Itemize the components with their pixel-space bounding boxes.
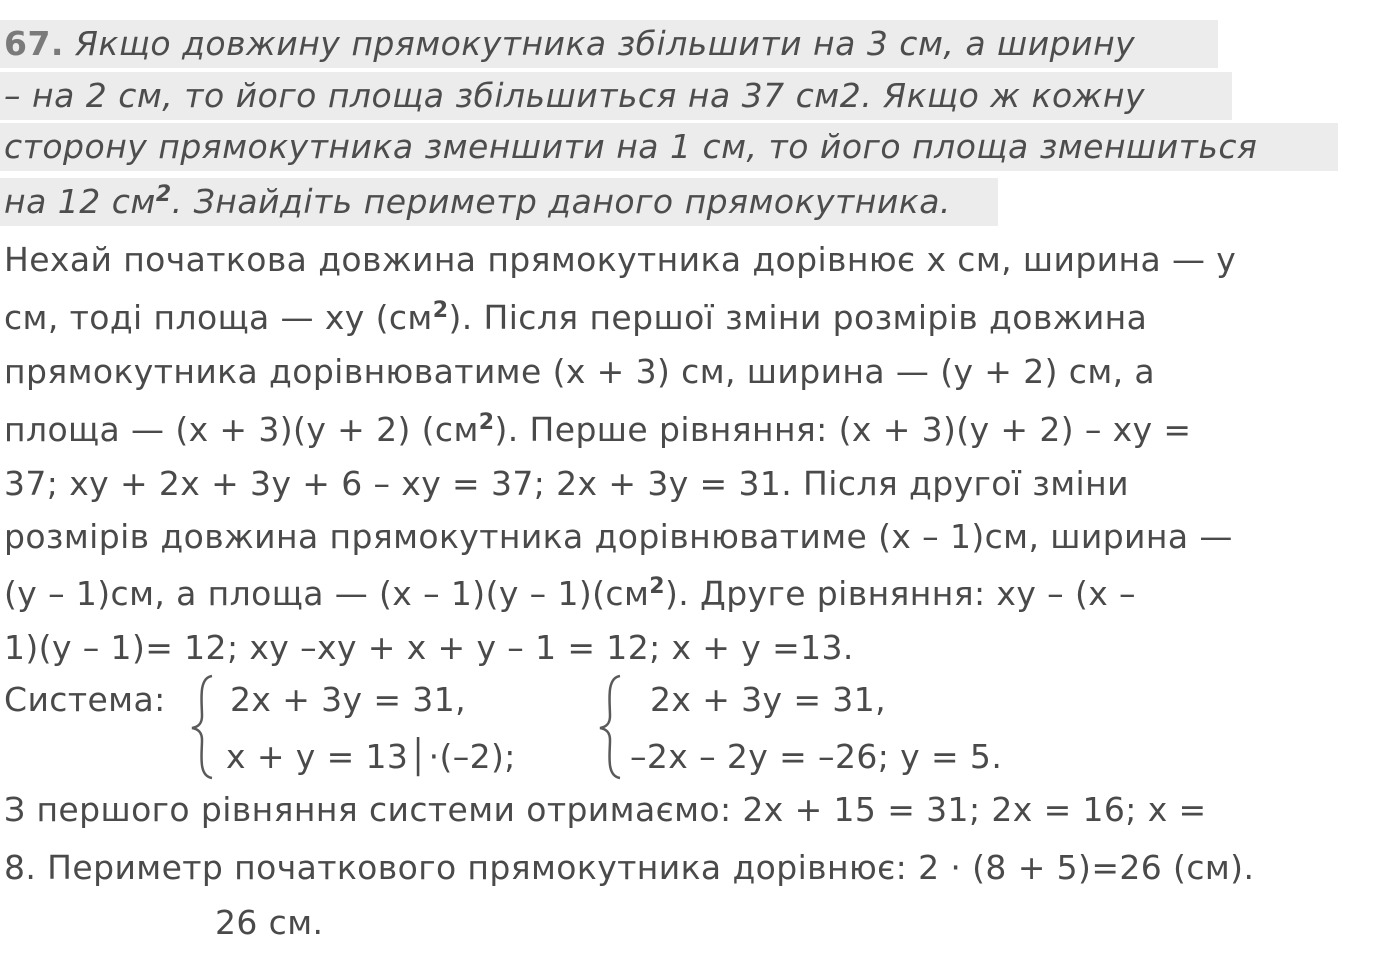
solution-line-7 xyxy=(4,574,1136,613)
solution-line-8 xyxy=(4,628,854,667)
brace-icon xyxy=(188,672,218,782)
solution-sup-7: 2 xyxy=(649,574,665,599)
solution-sup-4: 2 xyxy=(478,410,495,435)
problem-line-4 xyxy=(0,178,998,226)
problem-number: 67. xyxy=(4,24,64,63)
problem-line-3 xyxy=(0,123,1338,171)
solution-line-1 xyxy=(4,240,1236,279)
answer: 26 см. xyxy=(215,903,324,942)
solution-text-4b: ). Перше рівняння: (x + 3)(y + 2) – xy = xyxy=(494,410,1192,449)
system-2-brace xyxy=(596,672,626,790)
solution-line-9 xyxy=(4,790,1207,829)
system-1-eq-2: x + y = 13│·(–2); xyxy=(226,737,516,776)
solution-text-1: Нехай початкова довжина прямокутника дорівнює x см, ширина — y xyxy=(4,240,1237,279)
problem-text-4b: . Знайдіть периметр даного прямокутника. xyxy=(171,182,951,221)
system-1-eq-1: 2x + 3y = 31, xyxy=(230,680,466,719)
solution-line-4 xyxy=(4,410,1191,449)
solution-text-2b: ). Після першої зміни розмірів довжина xyxy=(448,298,1148,337)
solution-text-9: З першого рівняння системи отримаємо: 2x + 15 = 31; 2x = 16; x = xyxy=(4,790,1207,829)
problem-text-3: сторону прямокутника зменшити на 1 см, то його площа зменшиться xyxy=(4,127,1258,166)
problem-text-2: – на 2 см, то його площа збільшиться на 37 см2. Якщо ж кожну xyxy=(4,76,1145,115)
solution-line-3 xyxy=(4,352,1155,391)
solution-sup-2: 2 xyxy=(432,298,449,323)
solution-line-10 xyxy=(4,848,1254,887)
system-2-eq-2: –2x – 2y = –26; y = 5. xyxy=(630,737,1003,776)
system-label: Система: xyxy=(4,680,166,719)
problem-line-1 xyxy=(0,20,1218,68)
problem-text-4a: на 12 см xyxy=(4,182,156,221)
solution-text-6: розмірів довжина прямокутника дорівнюватиме (x – 1)см, ширина — xyxy=(4,517,1233,556)
solution-line-5 xyxy=(4,464,1129,503)
system-2-eq-1: 2x + 3y = 31, xyxy=(650,680,886,719)
solution-text-10: 8. Периметр початкового прямокутника дорівнює: 2 · (8 + 5)=26 (см). xyxy=(4,848,1255,887)
solution-text-4a: площа — (x + 3)(y + 2) (см xyxy=(4,410,479,449)
problem-sup-4: 2 xyxy=(155,182,172,207)
solution-line-2 xyxy=(4,298,1147,337)
problem-line-2 xyxy=(0,72,1232,120)
solution-text-2a: см, тоді площа — xy (см xyxy=(4,298,433,337)
problem-text-1: Якщо довжину прямокутника збільшити на 3 см, а ширину xyxy=(74,24,1136,63)
solution-text-3: прямокутника дорівнюватиме (x + 3) см, ширина — (y + 2) см, а xyxy=(4,352,1156,391)
solution-line-6 xyxy=(4,517,1233,556)
solution-text-7b: ). Друге рівняння: xy – (x – xyxy=(664,574,1136,613)
solution-text-5: 37; xy + 2x + 3y + 6 – xy = 37; 2x + 3y = 31. Після другої зміни xyxy=(4,464,1129,503)
solution-text-8: 1)(y – 1)= 12; xy –xy + x + y – 1 = 12; x + y =13. xyxy=(4,628,854,667)
system-1-brace xyxy=(188,672,218,790)
brace-icon xyxy=(596,672,626,782)
solution-text-7a: (y – 1)см, а площа — (x – 1)(y – 1)(см xyxy=(4,574,650,613)
